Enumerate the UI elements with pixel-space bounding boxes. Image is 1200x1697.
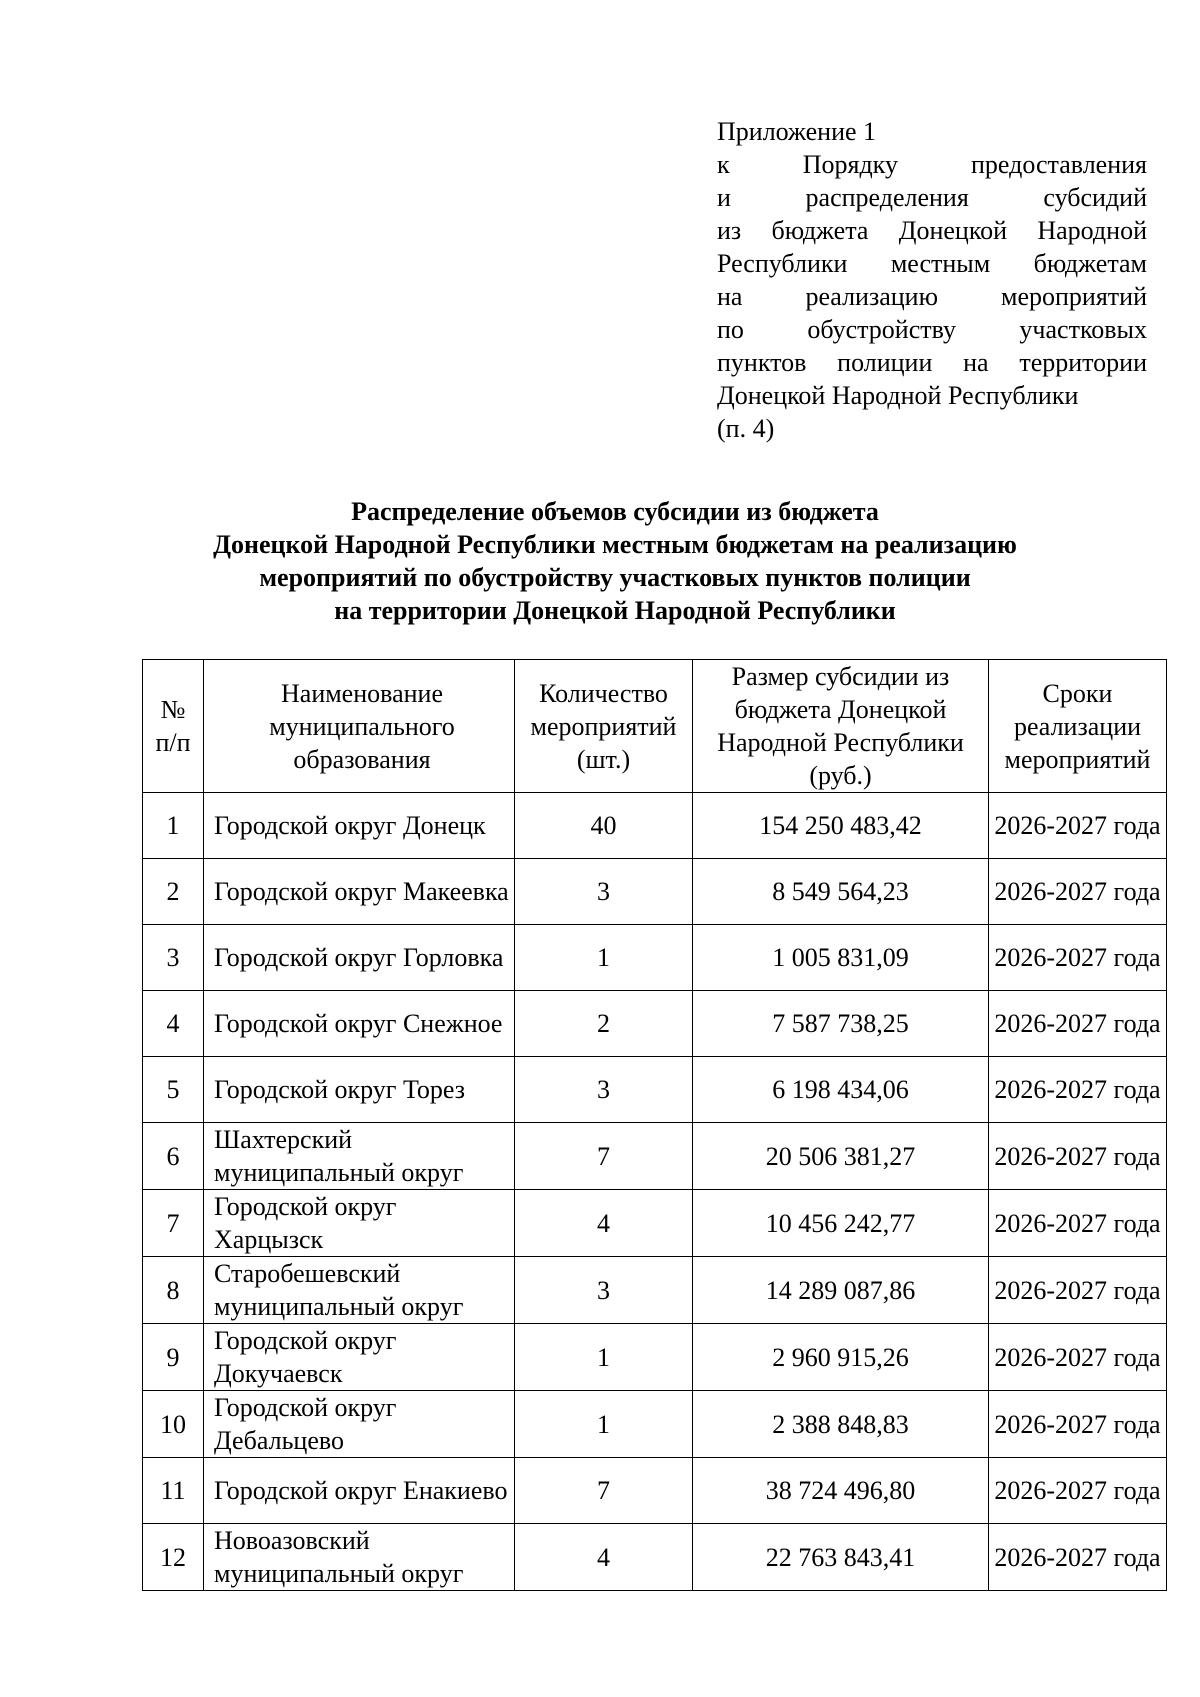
header-sum: Размер субсидии из бюджета Донецкой Народной Республики (руб.): [693, 660, 989, 793]
cell-qty: 7: [515, 1458, 693, 1524]
cell-num: 8: [143, 1257, 204, 1324]
cell-sum: 154 250 483,42: [693, 793, 989, 859]
table-row: [143, 991, 1167, 1057]
cell-term: 2026-2027 года: [989, 1324, 1167, 1391]
cell-name: Городской округ Харцызск: [204, 1190, 515, 1257]
cell-term: 2026-2027 года: [989, 793, 1167, 859]
title-line: Распределение объемов субсидии из бюджета: [351, 497, 879, 526]
cell-num: 12: [143, 1524, 204, 1591]
cell-sum: 10 456 242,77: [693, 1190, 989, 1257]
cell-num: 7: [143, 1190, 204, 1257]
appendix-line: к Порядку предоставления: [717, 150, 1147, 179]
cell-qty: 40: [515, 793, 693, 859]
table-row: [143, 1324, 1167, 1391]
table-row: [143, 925, 1167, 991]
cell-num: 6: [143, 1123, 204, 1190]
header-name: Наименование муниципального образования: [204, 660, 515, 793]
cell-qty: 4: [515, 1190, 693, 1257]
cell-term: 2026-2027 года: [989, 991, 1167, 1057]
table-row: [143, 1257, 1167, 1324]
table-row: [143, 1524, 1167, 1591]
cell-term: 2026-2027 года: [989, 1123, 1167, 1190]
table-row: [143, 1458, 1167, 1524]
appendix-line: Республики местным бюджетам: [717, 249, 1147, 278]
cell-name: Новоазовский муниципальный округ: [204, 1524, 515, 1591]
cell-sum: 20 506 381,27: [693, 1123, 989, 1190]
cell-name: Городской округ Дебальцево: [204, 1391, 515, 1458]
appendix-line: пунктов полиции на территории: [717, 348, 1147, 377]
cell-qty: 2: [515, 991, 693, 1057]
cell-num: 3: [143, 925, 204, 991]
cell-name: Городской округ Снежное: [204, 991, 515, 1057]
cell-name: Городской округ Торез: [204, 1057, 515, 1123]
table-row: [143, 1190, 1167, 1257]
cell-sum: 1 005 831,09: [693, 925, 989, 991]
cell-name: Городской округ Енакиево: [204, 1458, 515, 1524]
table-header-row: [143, 660, 1167, 793]
cell-sum: 38 724 496,80: [693, 1458, 989, 1524]
cell-name: Городской округ Донецк: [204, 793, 515, 859]
cell-term: 2026-2027 года: [989, 1391, 1167, 1458]
cell-qty: 1: [515, 1324, 693, 1391]
appendix-line: на реализацию мероприятий: [717, 282, 1147, 311]
cell-qty: 1: [515, 1391, 693, 1458]
title-line: мероприятий по обустройству участковых пунктов полиции: [259, 563, 971, 592]
cell-num: 9: [143, 1324, 204, 1391]
appendix-line: Приложение 1: [717, 117, 877, 146]
cell-qty: 3: [515, 859, 693, 925]
cell-name: Старобешевский муниципальный округ: [204, 1257, 515, 1324]
cell-num: 5: [143, 1057, 204, 1123]
appendix-line: из бюджета Донецкой Народной: [717, 216, 1147, 245]
cell-sum: 22 763 843,41: [693, 1524, 989, 1591]
cell-num: 10: [143, 1391, 204, 1458]
cell-sum: 14 289 087,86: [693, 1257, 989, 1324]
table-row: [143, 859, 1167, 925]
cell-sum: 7 587 738,25: [693, 991, 989, 1057]
document-title: [150, 495, 1080, 627]
appendix-line: по обустройству участковых: [717, 315, 1147, 344]
header-num: № п/п: [143, 660, 204, 793]
cell-name: Шахтерский муниципальный округ: [204, 1123, 515, 1190]
cell-num: 4: [143, 991, 204, 1057]
cell-qty: 1: [515, 925, 693, 991]
cell-term: 2026-2027 года: [989, 859, 1167, 925]
cell-num: 1: [143, 793, 204, 859]
cell-term: 2026-2027 года: [989, 1458, 1167, 1524]
cell-qty: 4: [515, 1524, 693, 1591]
cell-qty: 3: [515, 1257, 693, 1324]
cell-sum: 2 960 915,26: [693, 1324, 989, 1391]
table-row: [143, 1123, 1167, 1190]
cell-qty: 3: [515, 1057, 693, 1123]
table-row: [143, 793, 1167, 859]
cell-term: 2026-2027 года: [989, 1190, 1167, 1257]
appendix-block: [717, 115, 1147, 445]
header-qty: Количество мероприятий (шт.): [515, 660, 693, 793]
cell-num: 11: [143, 1458, 204, 1524]
cell-sum: 2 388 848,83: [693, 1391, 989, 1458]
cell-term: 2026-2027 года: [989, 1257, 1167, 1324]
header-term: Сроки реализации мероприятий: [989, 660, 1167, 793]
table-row: [143, 1391, 1167, 1458]
title-line: на территории Донецкой Народной Республики: [334, 596, 896, 625]
cell-num: 2: [143, 859, 204, 925]
cell-name: Городской округ Макеевка: [204, 859, 515, 925]
appendix-line: Донецкой Народной Республики: [717, 381, 1079, 410]
cell-sum: 8 549 564,23: [693, 859, 989, 925]
appendix-line: и распределения субсидий: [717, 183, 1147, 212]
subsidy-table: [142, 659, 1167, 1591]
cell-name: Городской округ Докучаевск: [204, 1324, 515, 1391]
cell-sum: 6 198 434,06: [693, 1057, 989, 1123]
table-body: [143, 793, 1167, 1591]
cell-term: 2026-2027 года: [989, 1524, 1167, 1591]
title-line: Донецкой Народной Республики местным бюджетам на реализацию: [213, 530, 1017, 559]
cell-term: 2026-2027 года: [989, 925, 1167, 991]
cell-qty: 7: [515, 1123, 693, 1190]
table-row: [143, 1057, 1167, 1123]
appendix-line: (п. 4): [717, 414, 775, 443]
cell-term: 2026-2027 года: [989, 1057, 1167, 1123]
cell-name: Городской округ Горловка: [204, 925, 515, 991]
